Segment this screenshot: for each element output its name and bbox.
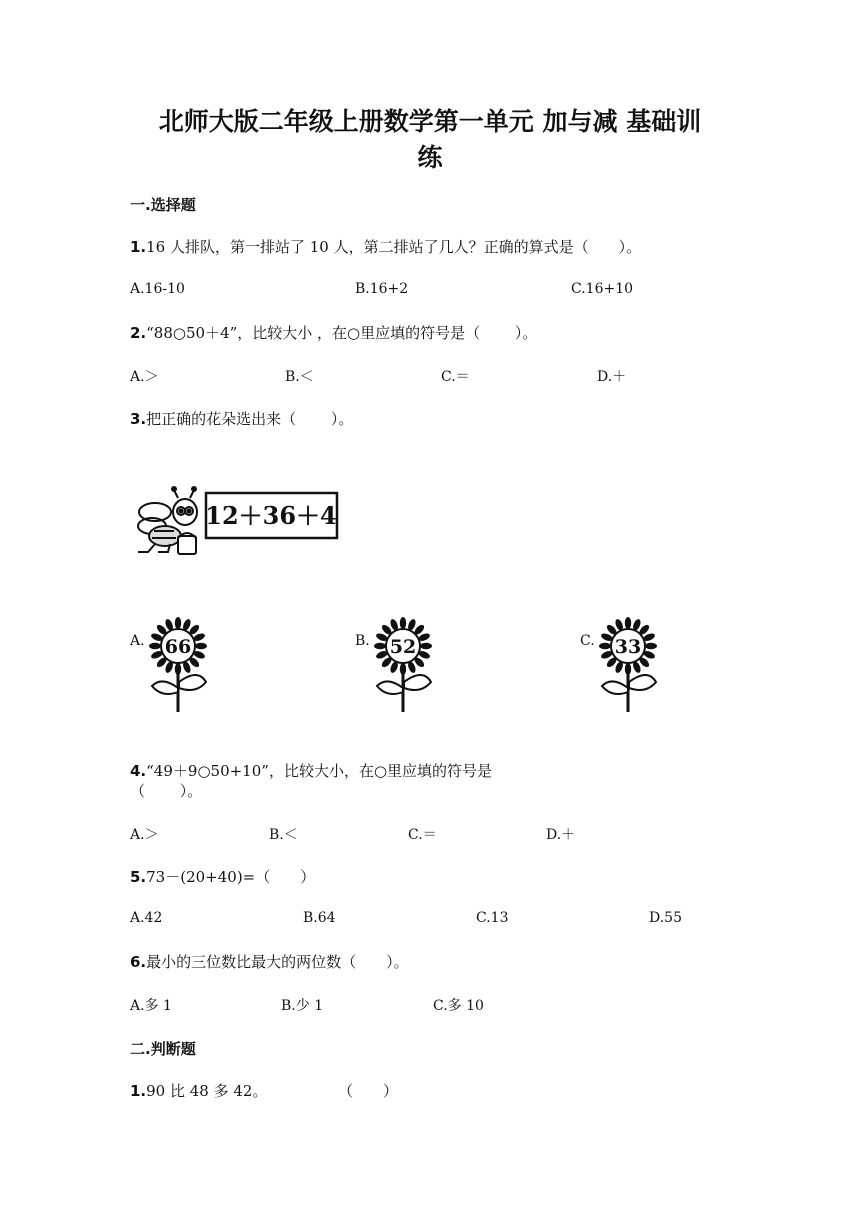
question-text: “88○50＋4”，比较大小 ，在○里应填的符号是（ ）。	[146, 324, 538, 342]
question-4-continuation: （ ）。	[130, 782, 203, 800]
question-number: 5.	[130, 868, 147, 886]
judge-question-1	[130, 1080, 267, 1101]
question-text: 把正确的花朵选出来（ ）。	[146, 410, 354, 428]
leaf	[179, 675, 206, 690]
option-a[interactable]: A.多 1	[130, 998, 172, 1014]
option-d[interactable]: D.＋	[597, 369, 627, 385]
leaf	[629, 675, 656, 690]
flower-icon-a[interactable]	[148, 616, 210, 714]
question-5	[130, 866, 315, 887]
question-1	[130, 236, 641, 257]
option-b[interactable]: B.64	[303, 910, 336, 926]
page-title	[130, 104, 730, 176]
title-line-1: 北师大版二年级上册数学第一单元 加与减 基础训	[158, 107, 702, 136]
question-text: 73－(20+40)=（ ）	[146, 868, 316, 886]
question-number: 6.	[130, 953, 147, 971]
petal	[374, 643, 386, 649]
option-b[interactable]: B.少 1	[281, 998, 324, 1014]
petal	[645, 643, 657, 649]
flower-icon-b[interactable]	[373, 616, 435, 714]
option-a[interactable]: A.16-10	[130, 281, 185, 297]
question-number: 1.	[130, 1082, 147, 1100]
petal	[625, 617, 631, 629]
option-c[interactable]: C.	[580, 633, 595, 649]
leaf	[404, 675, 431, 690]
question-text: “49＋9○50+10”，比较大小，在○里应填的符号是	[146, 762, 493, 780]
leaf	[377, 681, 403, 694]
petal	[420, 643, 432, 649]
option-b[interactable]: B.＜	[269, 827, 298, 843]
petal	[400, 617, 406, 629]
question-6	[130, 951, 409, 972]
option-a[interactable]: A.	[130, 633, 145, 649]
option-c[interactable]: C.13	[476, 910, 509, 926]
question-text: 90 比 48 多 42。	[146, 1082, 268, 1100]
option-c[interactable]: C.＝	[408, 827, 437, 843]
bee-expression-figure	[130, 486, 340, 558]
option-b[interactable]: B.16+2	[355, 281, 409, 297]
section-heading-choice: 一.选择题	[130, 196, 196, 214]
option-a[interactable]: A.＞	[130, 827, 159, 843]
question-text: 最小的三位数比最大的两位数（ ）。	[146, 953, 409, 971]
option-c[interactable]: C.多 10	[433, 998, 484, 1014]
petal	[175, 617, 181, 629]
petal	[599, 643, 611, 649]
option-b[interactable]: B.	[355, 633, 370, 649]
option-b[interactable]: B.＜	[285, 369, 314, 385]
option-d[interactable]: D.＋	[546, 827, 576, 843]
question-number: 2.	[130, 324, 147, 342]
petal	[195, 643, 207, 649]
leaf	[602, 681, 628, 694]
flower-number: 33	[614, 636, 642, 658]
flower-number: 66	[164, 636, 192, 658]
title-line-2: 练	[417, 143, 443, 172]
option-d[interactable]: D.55	[649, 910, 682, 926]
question-number: 4.	[130, 762, 147, 780]
petal	[149, 643, 161, 649]
option-c[interactable]: C.16+10	[571, 281, 634, 297]
answer-blank[interactable]: （ ）	[338, 1082, 399, 1100]
section-heading-judge: 二.判断题	[130, 1040, 196, 1058]
question-number: 3.	[130, 410, 147, 428]
question-4	[130, 760, 492, 781]
option-a[interactable]: A.42	[130, 910, 163, 926]
question-number: 1.	[130, 238, 147, 256]
question-2	[130, 322, 537, 343]
leaf	[152, 681, 178, 694]
flower-number: 52	[389, 636, 417, 658]
option-a[interactable]: A.＞	[130, 369, 159, 385]
expression-text: 12＋36＋4	[205, 501, 337, 530]
question-text: 16 人排队，第一排站了 10 人，第二排站了几人？正确的算式是（ ）。	[146, 238, 642, 256]
question-3	[130, 408, 353, 429]
bee-icon	[138, 487, 197, 554]
flower-icon-c[interactable]	[598, 616, 660, 714]
option-c[interactable]: C.＝	[441, 369, 470, 385]
